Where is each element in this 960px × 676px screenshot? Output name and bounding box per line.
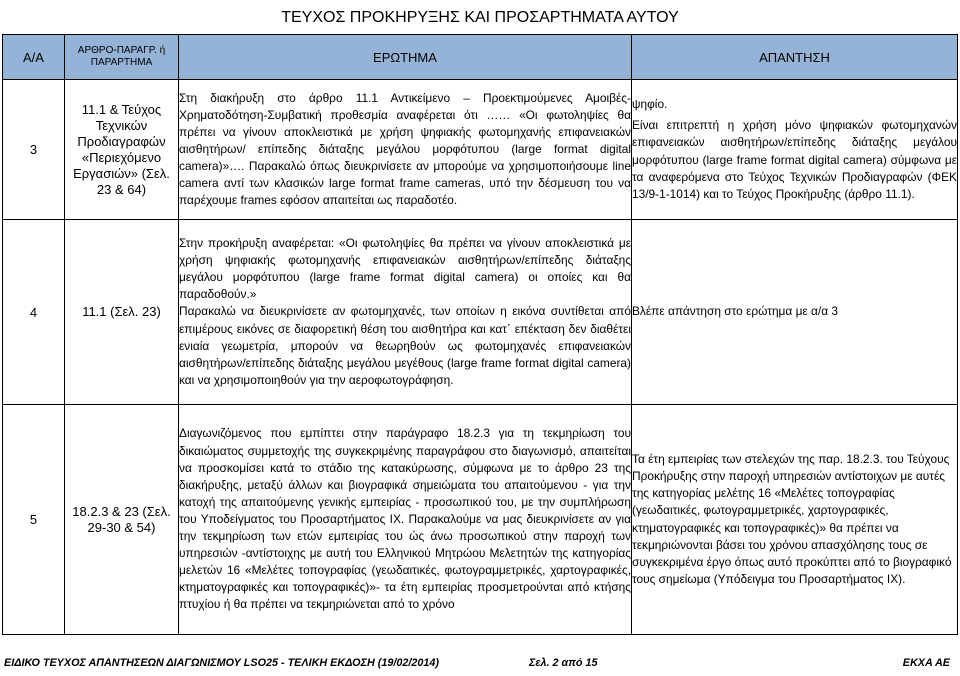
question-paragraph-1: Στην προκήρυξη αναφέρεται: «Οι φωτοληψίες θα πρέπει να γίνουν αποκλειστικά με χρήση ψηφιακής φωτομηχανής επιφανειακών αισθητήρων/επίπεδης διάταξης μεγάλου μορφότυπου (large frame format digital camera) οι οποίες και θα παραδοθούν.» [179,236,631,302]
row-answer [632,405,958,635]
table-header-row [3,35,958,80]
row-number: 5 [3,405,65,635]
header-question: ΕΡΩΤΗΜΑ [179,35,632,80]
row-answer [632,80,958,220]
header-aa: Α/Α [3,35,65,80]
row-answer [632,220,958,405]
header-ref: ΑΡΘΡΟ-ΠΑΡΑΓΡ. ή ΠΑΡΑΡΤΗΜΑ [65,35,179,80]
header-answer: ΑΠΑΝΤΗΣΗ [632,35,958,80]
footer-page-number: Σελ. 2 από 15 [529,657,598,669]
question-text: Στη διακήρυξη στο άρθρο 11.1 Αντικείμενο – Προεκτιμούμενες Αμοιβές-Χρηματοδότηση-Συμβατική προθεσμία αναφέρεται ότι …… «Οι φωτοληψίες θα πρέπει να γίνουν αποκλειστικά με χρήση ψηφιακής φωτομηχανής επιφανειακών αισθητήρων/ επίπεδης διάταξης μεγάλου μορφότυπου (large format digital camera)»…. Παρακαλώ όπως διευκρινίσετε αν μπορούμε να χρησιμοποιήσουμε line camera αντί των κλασικών large format frame cameras, υπό την δέσμευση του να παρέχουμε frames εφόσον απαιτείται ως παραδοτέο. [179,90,631,208]
table-row [3,405,958,635]
answer-text: Τα έτη εμπειρίας των στελεχών της παρ. 18.2.3. του Τεύχους Προκήρυξης στην παροχή υπηρεσιών αντίστοιχων με αυτές της κατηγορίας μελέτης 16 «Μελέτες τοπογραφίας (γεωδαιτικές, φωτογραμμετρικές, χαρτογραφικές, κτηματογραφικές και τοπογραφικές)» θα πρέπει να τεκμηριώνονται βάσει του χρόνου απασχόλησης τους σε συγκεκριμένα έργο όπως αυτό προκύπτει από το βιογραφικό τους σημείωμα (Υπόδειγμα του Προσαρτήματος IX). [632,452,952,586]
table-row [3,220,958,405]
row-reference: 11.1 & Τεύχος Τεχνικών Προδιαγραφών «Περιεχόμενο Εργασιών» (Σελ. 23 & 64) [65,80,179,220]
row-question [179,80,632,220]
answer-continuation: ψηφίο. [632,97,668,112]
row-question [179,405,632,635]
row-question [179,220,632,405]
answer-text: Βλέπε απάντηση στο ερώτημα με α/α 3 [632,304,839,319]
answer-text: Είναι επιτρεπτή η χρήση μόνο ψηφιακών φωτομηχανών επιφανειακών αισθητήρων/επίπεδης διάταξης μεγάλου μορφότυπου (large frame format digital camera) σύμφωνα με τα αναφερόμενα στο Τεύχος Τεχνικών Προδιαγραφών (ΦΕΚ 13/9-1-1014) και το Τεύχος Προκήρυξης (άρθρο 11.1). [632,118,957,201]
footer-organization: ΕΚΧΑ ΑΕ [902,657,950,669]
qa-table [2,34,958,635]
question-text: Διαγωνιζόμενος που εμπίπτει στην παράγραφο 18.2.3 για τη τεκμηρίωση του δικαιώματος συμμετοχής της συγκεκριμένης παραγράφου στο διαγωνισμό, απαιτείται να προσκομίσει κατά το στάδιο της κατακύρωσης, σύμφωνα με το άρθρο 23 της διακήρυξης, μεταξύ άλλων και βιογραφικά σημειώματα του απαιτούμενου - για την κατοχή της απαιτούμενης γενικής εμπειρίας - προσωπικού του, με την συμπλήρωση του Υποδείγματος του Προσαρτήματος IX. Παρακαλούμε να μας διευκρινίσετε αν για την τεκμηρίωση των ετών εμπειρίας του ώς άνω προσωπικού στην παροχή των υπηρεσιών -αντίστοιχης με αυτή του Ελληνικού Μητρώου Μελετητών της κατηγορίας μελετών 16 «Μελέτες τοπογραφίας (γεωδαιτικές, φωτογραμμετρικές, χαρτογραφικές, κτηματογραφικές και τοπογραφικές)»- τα έτη εμπειρίας προσμετρούνται από κτήσης πτυχίου ή θα πρέπει να τεκμηριώνεται από το χρόνο [179,426,631,612]
row-reference: 11.1 (Σελ. 23) [65,220,179,405]
row-reference: 18.2.3 & 23 (Σελ. 29-30 & 54) [65,405,179,635]
row-number: 3 [3,80,65,220]
document-title: ΤΕΥΧΟΣ ΠΡΟΚΗΡΥΞΗΣ ΚΑΙ ΠΡΟΣΑΡΤΗΜΑΤΑ ΑΥΤΟΥ [281,9,679,26]
footer-document-name: ΕΙΔΙΚΟ ΤΕΥΧΟΣ ΑΠΑΝΤΗΣΕΩΝ ΔΙΑΓΩΝΙΣΜΟΥ LSO25 - ΤΕΛΙΚΗ ΕΚΔΟΣΗ (19/02/2014) [4,657,439,669]
question-paragraph-2: Παρακαλώ να διευκρινίσετε αν φωτομηχανές, των οποίων η εικόνα συντίθεται από επιμέρους εικόνες σε διαφορετική θέση του αισθητήρα και κατ΄ επέκταση δεν διαθέτει ενιαία γεωμετρία, μπορούν να θεωρηθούν ως φωτομηχανές επιφανειακών αισθητήρων/επίπεδης διάταξης μεγάλου μεγέθους (large frame format digital camera) και να χρησιμοποιηθούν για την αεροφωτογράφηση. [179,304,631,387]
table-row [3,80,958,220]
row-number: 4 [3,220,65,405]
